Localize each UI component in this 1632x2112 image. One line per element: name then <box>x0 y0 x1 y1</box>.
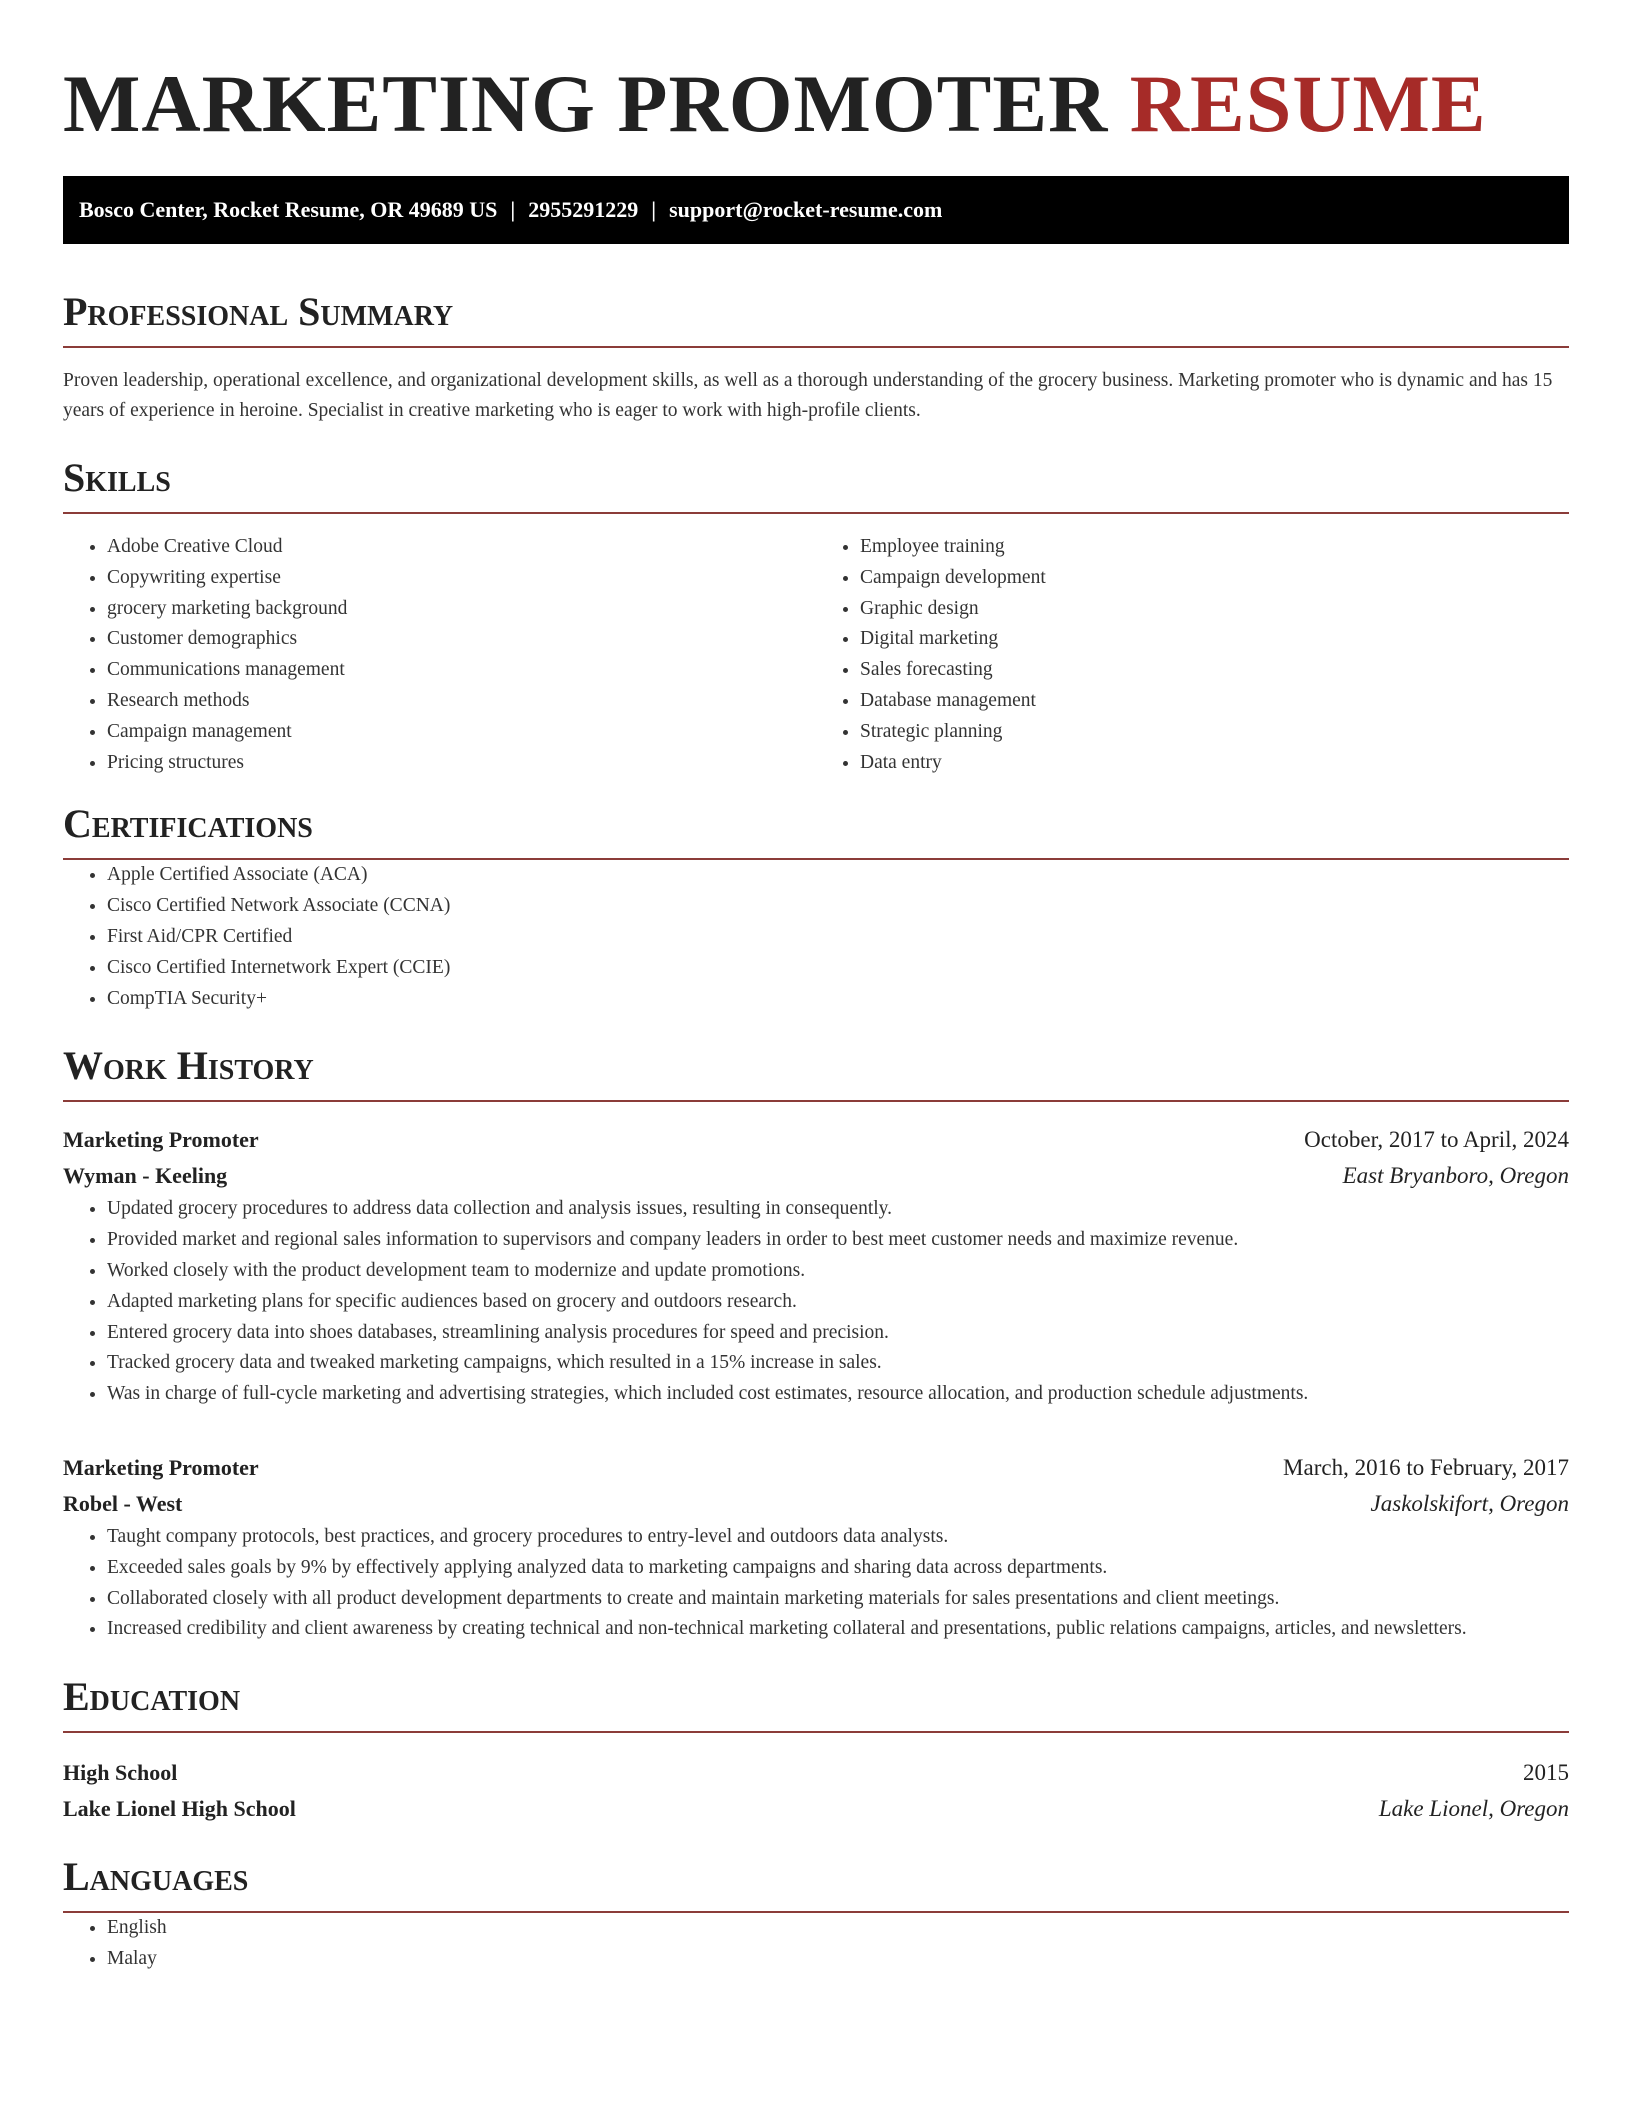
language-item: • English <box>107 1913 1569 1944</box>
skill-item: • Copywriting expertise <box>107 563 816 594</box>
skills-list-right <box>816 532 1569 778</box>
skill-item: • Database management <box>860 686 1569 717</box>
job-bullet: • Collaborated closely with all product development departments to create and maintain marketing materials for sales presentations and client meetings. <box>107 1584 1569 1615</box>
title-accent: RESUME <box>1129 58 1487 149</box>
contact-bar <box>63 176 1569 244</box>
education-school: Lake Lionel High School <box>63 1796 296 1822</box>
job-title: Marketing Promoter <box>63 1454 259 1480</box>
job-company-row <box>63 1158 1569 1194</box>
job-bullet: • Exceeded sales goals by 9% by effectively applying analyzed data to marketing campaigns and sharing data across departments. <box>107 1553 1569 1584</box>
certification-item: • Cisco Certified Network Associate (CCNA) <box>107 891 1569 922</box>
job-bullet: • Taught company protocols, best practices, and grocery procedures to entry-level and outdoors data analysts. <box>107 1522 1569 1553</box>
certification-item: • CompTIA Security+ <box>107 984 1569 1015</box>
education-degree: High School <box>63 1760 178 1786</box>
education-heading: Education <box>63 1673 1569 1733</box>
education-year: 2015 <box>1523 1760 1569 1786</box>
skill-item: • Pricing structures <box>107 748 816 779</box>
education-school-row <box>63 1791 1569 1827</box>
job-company: Robel - West <box>63 1490 183 1516</box>
job-bullet: • Adapted marketing plans for specific audiences based on grocery and outdoors research. <box>107 1287 1569 1318</box>
skills-list-left <box>63 532 816 778</box>
work-history-heading: Work History <box>63 1042 1569 1102</box>
contact-address: Bosco Center, Rocket Resume, OR 49689 US <box>79 197 498 222</box>
skill-item: • Communications management <box>107 655 816 686</box>
certification-item: • Apple Certified Associate (ACA) <box>107 860 1569 891</box>
job-header-row <box>63 1450 1569 1486</box>
skill-item: • Digital marketing <box>860 624 1569 655</box>
education-location: Lake Lionel, Oregon <box>1378 1796 1569 1822</box>
job-location: Jaskolskifort, Oregon <box>1370 1490 1569 1516</box>
education-entry <box>63 1755 1569 1827</box>
job-dates: March, 2016 to February, 2017 <box>1283 1454 1569 1480</box>
job-bullet: • Tracked grocery data and tweaked marketing campaigns, which resulted in a 15% increase in sales. <box>107 1348 1569 1379</box>
title-main: MARKETING PROMOTER <box>63 58 1109 149</box>
job-bullets <box>63 1194 1569 1410</box>
skill-item: • Campaign development <box>860 563 1569 594</box>
skill-item: • Employee training <box>860 532 1569 563</box>
skill-item: • grocery marketing background <box>107 594 816 625</box>
skills-heading: Skills <box>63 454 1569 514</box>
contact-separator: | <box>651 197 657 222</box>
language-item: • Malay <box>107 1944 1569 1975</box>
job-bullet: • Provided market and regional sales information to supervisors and company leaders in order to best meet customer needs and maximize revenue. <box>107 1225 1569 1256</box>
skill-item: • Graphic design <box>860 594 1569 625</box>
skill-item: • Customer demographics <box>107 624 816 655</box>
skill-item: • Strategic planning <box>860 717 1569 748</box>
job-bullet: • Was in charge of full-cycle marketing and advertising strategies, which included cost estimates, resource allocation, and production schedule adjustments. <box>107 1379 1569 1410</box>
languages-heading: Languages <box>63 1853 1569 1913</box>
certifications-list <box>63 860 1569 1014</box>
job-entry <box>63 1450 1569 1645</box>
contact-separator: | <box>510 197 516 222</box>
certifications-heading: Certifications <box>63 800 1569 860</box>
certification-item: • First Aid/CPR Certified <box>107 922 1569 953</box>
summary-text: Proven leadership, operational excellence, and organizational development skills, as well as a thorough understanding of the grocery business. Marketing promoter who is dynamic and has 15 years of experience in heroine. Specialist in creative marketing who is eager to work with high-profile clients. <box>63 370 1553 421</box>
contact-phone: 2955291229 <box>528 197 639 222</box>
job-title: Marketing Promoter <box>63 1127 259 1153</box>
skill-item: • Data entry <box>860 748 1569 779</box>
job-bullet: • Worked closely with the product development team to modernize and update promotions. <box>107 1256 1569 1287</box>
skill-item: • Campaign management <box>107 717 816 748</box>
job-bullet: • Updated grocery procedures to address data collection and analysis issues, resulting in consequently. <box>107 1194 1569 1225</box>
resume-title <box>63 0 1569 152</box>
job-bullet: • Increased credibility and client awareness by creating technical and non-technical marketing collateral and presentations, public relations campaigns, articles, and newsletters. <box>107 1614 1569 1645</box>
skill-item: • Adobe Creative Cloud <box>107 532 816 563</box>
job-company: Wyman - Keeling <box>63 1163 228 1189</box>
job-entry <box>63 1122 1569 1410</box>
skills-grid <box>63 532 1569 778</box>
job-company-row <box>63 1486 1569 1522</box>
skill-item: • Sales forecasting <box>860 655 1569 686</box>
languages-list <box>63 1913 1569 1975</box>
job-bullet: • Entered grocery data into shoes databases, streamlining analysis procedures for speed and precision. <box>107 1318 1569 1349</box>
education-degree-row <box>63 1755 1569 1791</box>
job-location: East Bryanboro, Oregon <box>1342 1163 1569 1189</box>
contact-email: support@rocket-resume.com <box>669 197 943 222</box>
job-header-row <box>63 1122 1569 1158</box>
job-bullets <box>63 1522 1569 1645</box>
summary-heading: Professional Summary <box>63 288 1569 348</box>
job-dates: October, 2017 to April, 2024 <box>1304 1127 1569 1153</box>
certification-item: • Cisco Certified Internetwork Expert (CCIE) <box>107 953 1569 984</box>
skill-item: • Research methods <box>107 686 816 717</box>
